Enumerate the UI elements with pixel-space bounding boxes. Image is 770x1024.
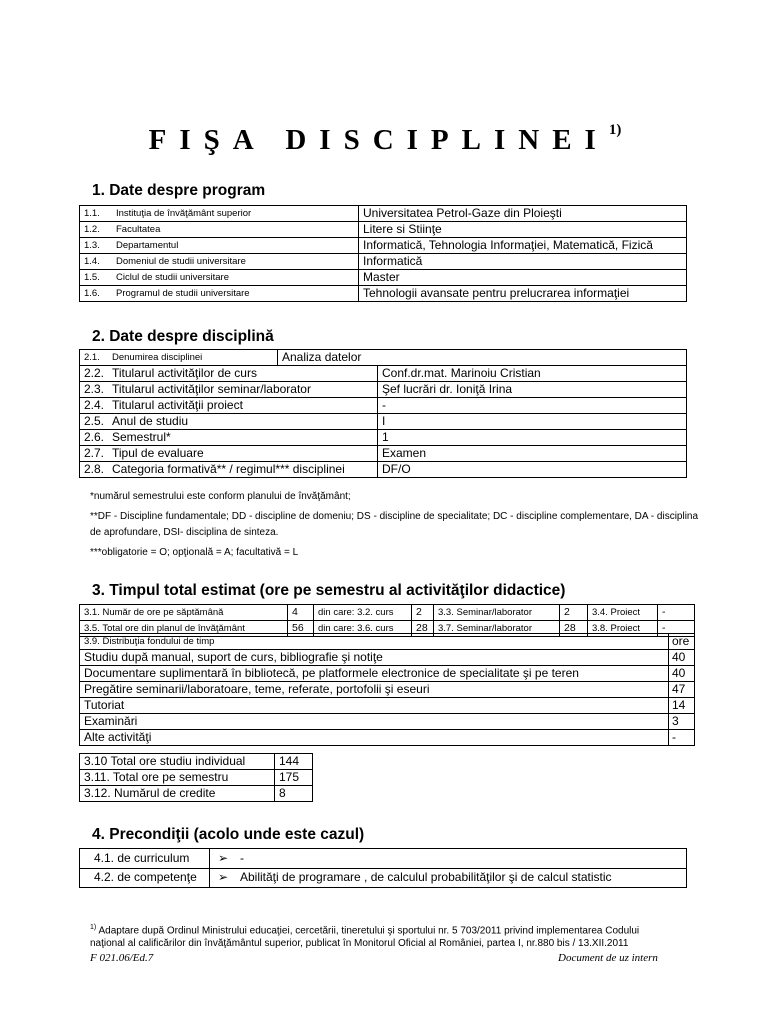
discipline-row [80, 414, 687, 430]
program-row [80, 254, 687, 270]
distribution-row [80, 650, 695, 666]
program-row [80, 206, 687, 222]
hours-row [80, 605, 695, 621]
total-row [80, 754, 313, 770]
field-value: Litere si Stiinţe [359, 222, 687, 238]
precondition-value [210, 849, 687, 869]
field-number: 2.8. [84, 462, 105, 476]
field-number: 1.1. [84, 208, 100, 219]
program-field [80, 206, 359, 222]
field-number: 1.3. [84, 240, 100, 251]
field-number: 2.7. [84, 446, 105, 460]
title-footnote-mark: 1) [608, 122, 622, 139]
total-label: 3.11. Total ore pe semestru [80, 770, 275, 786]
project-value: - [658, 621, 695, 637]
field-number: 1.6. [84, 288, 100, 299]
field-label: Facultatea [116, 224, 161, 235]
field-label: Categoria formativă** / regimul*** disciplinei [112, 462, 345, 476]
field-number: 1.4. [84, 256, 100, 267]
discipline-name-value: Analiza datelor [278, 350, 687, 366]
field-value: Master [359, 270, 687, 286]
distribution-row [80, 714, 695, 730]
field-label: Titularul activităţilor de curs [112, 366, 257, 380]
discipline-name-label [80, 350, 278, 366]
discipline-row [80, 430, 687, 446]
total-row [80, 786, 313, 802]
discipline-field [80, 446, 378, 462]
activity-label: Documentare suplimentară în bibliotecă, pe platformele electronice de specialitate şi pe teren [80, 666, 669, 682]
activity-hours: 40 [669, 650, 695, 666]
footnote-line-2: naţional al calificărilor din învăţământul superior, publicat în Monitorul Oficial al României, partea I, nr.880 bis / 13.XII.2011 [90, 937, 629, 949]
field-label: Departamentul [116, 240, 179, 251]
activity-hours: 47 [669, 682, 695, 698]
discipline-table [79, 349, 687, 478]
total-label: 3.10 Total ore studiu individual [80, 754, 275, 770]
distribution-row [80, 682, 695, 698]
field-value: - [378, 398, 687, 414]
course-value: 28 [412, 621, 434, 637]
field-value: Şef lucrări dr. Ioniţă Irina [378, 382, 687, 398]
total-label: 3.12. Numărul de credite [80, 786, 275, 802]
activity-label: 3.9. Distribuţia fondului de timp [80, 634, 669, 650]
section-1-heading: 1. Date despre program [92, 182, 266, 199]
activity-hours: 14 [669, 698, 695, 714]
field-label: Domeniul de studii universitare [116, 256, 246, 267]
hours-label: 3.1. Număr de ore pe săptămână [80, 605, 288, 621]
note-category: **DF - Discipline fundamentale; DD - discipline de domeniu; DS - discipline de specialitate; DC - discipline complementare, DA - disciplina de aprofundare, DSI- disciplina de sinteza. [90, 511, 699, 538]
field-value: DF/O [378, 462, 687, 478]
field-label: Titularul activităţilor seminar/laborator [112, 382, 311, 396]
hours-label: 3.5. Total ore din planul de învăţământ [80, 621, 288, 637]
program-field [80, 270, 359, 286]
field-label: Ciclul de studii universitare [116, 272, 229, 283]
field-number: 1.2. [84, 224, 100, 235]
total-value: 175 [275, 770, 313, 786]
activity-hours: ore [669, 634, 695, 650]
distribution-row [80, 698, 695, 714]
distribution-row [80, 634, 695, 650]
discipline-row [80, 382, 687, 398]
field-number: 2.4. [84, 398, 105, 412]
program-field [80, 222, 359, 238]
section-4-heading: 4. Precondiţii (acolo unde este cazul) [92, 826, 365, 843]
program-table [79, 205, 687, 302]
project-label: 3.8. Proiect [588, 621, 658, 637]
field-number: 1.5. [84, 272, 100, 283]
total-value: 144 [275, 754, 313, 770]
activity-label: Studiu după manual, suport de curs, bibliografie şi notiţe [80, 650, 669, 666]
hours-value: 56 [288, 621, 314, 637]
project-label: 3.4. Proiect [588, 605, 658, 621]
field-value: Informatică, Tehnologia Informaţiei, Matematică, Fizică [359, 238, 687, 254]
field-value: 1 [378, 430, 687, 446]
activity-hours: 40 [669, 666, 695, 682]
program-row [80, 270, 687, 286]
field-label: Denumirea disciplinei [112, 352, 203, 363]
activity-label: Tutoriat [80, 698, 669, 714]
field-label: Tipul de evaluare [112, 446, 204, 460]
program-row [80, 238, 687, 254]
discipline-row [80, 446, 687, 462]
discipline-row [80, 366, 687, 382]
precondition-row [80, 849, 687, 869]
section-3-heading: 3. Timpul total estimat (ore pe semestru al activităţilor didactice) [92, 582, 566, 599]
discipline-field [80, 414, 378, 430]
distribution-row [80, 730, 695, 746]
field-label: Titularul activităţii proiect [112, 398, 243, 412]
note-regime: ***obligatorie = O; opţională = A; facultativă = L [90, 547, 299, 558]
precondition-text: Abilităţi de programare , de calculul probabilităţilor şi de calcul statistic [240, 870, 612, 885]
section-2-heading: 2. Date despre disciplină [92, 328, 274, 345]
totals-table [79, 753, 313, 802]
field-label: Instituţia de învăţământ superior [116, 208, 252, 219]
program-field [80, 238, 359, 254]
distribution-row [80, 666, 695, 682]
hours-value: 4 [288, 605, 314, 621]
field-value: Conf.dr.mat. Marinoiu Cristian [378, 366, 687, 382]
precondition-row [80, 868, 687, 888]
course-label: din care: 3.2. curs [314, 605, 412, 621]
program-row [80, 286, 687, 302]
page-title: FIŞA DISCIPLINEI$^{1)}$ [148, 122, 622, 156]
preconditions-table [79, 848, 687, 888]
footnote-mark: 1) [90, 924, 97, 931]
seminar-label: 3.3. Seminar/laborator [434, 605, 560, 621]
seminar-label: 3.7. Seminar/laborator [434, 621, 560, 637]
precondition-label: 4.2. de competenţe [80, 868, 210, 888]
total-row [80, 770, 313, 786]
discipline-row [80, 398, 687, 414]
discipline-row [80, 350, 687, 366]
arrow-bullet-icon: ➢ [218, 850, 229, 865]
seminar-value: 2 [560, 605, 588, 621]
arrow-bullet-icon: ➢ [218, 870, 229, 885]
time-distribution-table [79, 633, 695, 746]
discipline-field [80, 462, 378, 478]
activity-hours: - [669, 730, 695, 746]
note-semester: *numărul semestrului este conform planului de învăţământ; [90, 491, 351, 502]
field-value: Tehnologii avansate pentru prelucrarea informaţiei [359, 286, 687, 302]
field-number: 2.6. [84, 430, 105, 444]
field-value: Universitatea Petrol-Gaze din Ploieşti [359, 206, 687, 222]
field-label: Programul de studii universitare [116, 288, 250, 299]
field-number: 2.2. [84, 366, 105, 380]
program-field [80, 254, 359, 270]
course-label: din care: 3.6. curs [314, 621, 412, 637]
program-field [80, 286, 359, 302]
discipline-field [80, 382, 378, 398]
field-number: 2.5. [84, 414, 105, 428]
precondition-value [210, 868, 687, 888]
program-row [80, 222, 687, 238]
footnote [90, 922, 639, 950]
precondition-label: 4.1. de curriculum [80, 849, 210, 869]
field-number: 2.3. [84, 382, 105, 396]
field-value: I [378, 414, 687, 430]
field-label: Anul de studiu [112, 414, 189, 428]
discipline-field [80, 398, 378, 414]
field-value: Examen [378, 446, 687, 462]
field-number: 2.1. [84, 352, 100, 363]
document-type: Document de uz intern [558, 952, 658, 964]
course-value: 2 [412, 605, 434, 621]
form-code: F 021.06/Ed.7 [90, 952, 154, 964]
activity-label: Pregătire seminarii/laboratoare, teme, referate, portofolii şi eseuri [80, 682, 669, 698]
seminar-value: 28 [560, 621, 588, 637]
footnote-line-1: Adaptare după Ordinul Ministrului educaţiei, cercetării, tineretului şi sportului nr. 5 703/2011 privind implementarea Codului [98, 925, 640, 937]
discipline-row [80, 462, 687, 478]
activity-label: Alte activităţi [80, 730, 669, 746]
discipline-field [80, 366, 378, 382]
project-value: - [658, 605, 695, 621]
total-value: 8 [275, 786, 313, 802]
discipline-field [80, 430, 378, 446]
precondition-text: - [240, 850, 244, 865]
field-value: Informatică [359, 254, 687, 270]
field-label: Semestrul* [112, 430, 171, 444]
activity-label: Examinări [80, 714, 669, 730]
activity-hours: 3 [669, 714, 695, 730]
